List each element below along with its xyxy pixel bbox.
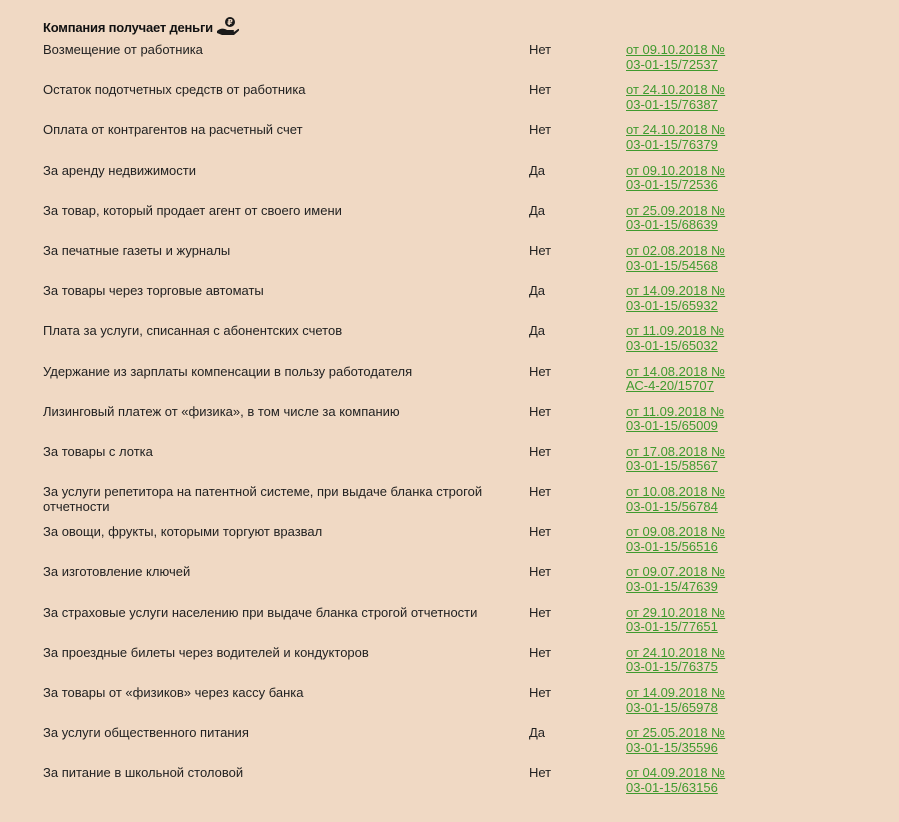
row-answer: Да (529, 202, 546, 218)
reference-line-2[interactable]: 03-01-15/72536 (626, 177, 718, 193)
row-reference (626, 83, 743, 123)
reference-line-2[interactable]: 03-01-15/35596 (626, 739, 718, 755)
row-description: За проездные билеты через водителей и кондукторов (43, 644, 369, 660)
table-row (43, 405, 743, 445)
row-reference (626, 646, 743, 686)
table-row (43, 646, 743, 686)
table-row (43, 365, 743, 405)
reference-line-2[interactable]: 03-01-15/68639 (626, 217, 718, 233)
reference-line-1[interactable]: от 11.09.2018 № (626, 323, 725, 339)
row-reference (626, 405, 743, 445)
row-reference (626, 284, 743, 324)
reference-link[interactable] (626, 646, 743, 675)
reference-line-2[interactable]: АС-4-20/15707 (626, 378, 714, 394)
table-row (43, 445, 743, 485)
table-row (43, 606, 743, 646)
content-section (43, 14, 743, 807)
table-row (43, 244, 743, 284)
section-title: Компания получает деньги (43, 20, 213, 35)
row-answer: Нет (529, 122, 552, 138)
reference-link[interactable] (626, 244, 743, 273)
row-reference (626, 324, 743, 364)
reference-line-2[interactable]: 03-01-15/72537 (626, 56, 718, 72)
reference-line-2[interactable]: 03-01-15/58567 (626, 458, 718, 474)
reference-link[interactable] (626, 365, 743, 394)
reference-link[interactable] (626, 284, 743, 313)
reference-link[interactable] (626, 43, 743, 72)
row-answer: Нет (529, 242, 552, 258)
row-answer: Нет (529, 524, 552, 540)
row-reference (626, 525, 743, 565)
reference-link[interactable] (626, 123, 743, 152)
row-description: Возмещение от работника (43, 42, 203, 57)
row-description: За питание в школьной столовой (43, 765, 244, 781)
row-description: Лизинговый платеж от «физика», в том числе за компанию (43, 403, 400, 419)
reference-line-2[interactable]: 03-01-15/77651 (626, 619, 718, 635)
reference-link[interactable] (626, 606, 743, 635)
row-reference (626, 726, 743, 766)
row-reference (626, 365, 743, 405)
row-description: Плата за услуги, списанная с абонентских счетов (43, 323, 343, 339)
reference-link[interactable] (626, 204, 743, 233)
table-row (43, 324, 743, 364)
reference-line-2[interactable]: 03-01-15/76387 (626, 96, 718, 112)
row-description: За изготовление ключей (43, 564, 191, 580)
reference-link[interactable] (626, 686, 743, 715)
table-row (43, 485, 743, 525)
reference-line-1[interactable]: от 24.10.2018 № (626, 82, 726, 98)
row-reference (626, 204, 743, 244)
reference-line-1[interactable]: от 04.09.2018 № (626, 765, 726, 781)
table-row (43, 83, 743, 123)
row-answer: Нет (529, 604, 552, 620)
row-answer: Да (529, 323, 546, 339)
row-description: За страховые услуги населению при выдаче бланка строгой отчетности (43, 604, 478, 620)
row-reference (626, 485, 743, 525)
row-reference (626, 164, 743, 204)
row-description: За аренду недвижимости (43, 162, 196, 178)
row-answer: Нет (529, 42, 552, 57)
reference-line-2[interactable]: 03-01-15/63156 (626, 779, 718, 795)
row-description: Удержание из зарплаты компенсации в пользу работодателя (43, 363, 413, 379)
row-reference (626, 565, 743, 605)
table-row (43, 43, 743, 83)
hand-coin-icon (216, 16, 239, 36)
row-answer: Нет (529, 443, 552, 459)
row-reference (626, 606, 743, 646)
reference-line-1[interactable]: от 11.09.2018 № (626, 403, 725, 419)
row-description: Оплата от контрагентов на расчетный счет (43, 122, 303, 138)
reference-line-1[interactable]: от 24.10.2018 № (626, 122, 726, 138)
row-answer: Да (529, 283, 546, 299)
reference-line-1[interactable]: от 17.08.2018 № (626, 443, 726, 459)
reference-link[interactable] (626, 766, 743, 795)
reference-line-1[interactable]: от 25.05.2018 № (626, 725, 726, 741)
reference-link[interactable] (626, 164, 743, 193)
reference-line-2[interactable]: 03-01-15/56784 (626, 498, 718, 514)
row-answer: Нет (529, 403, 552, 419)
row-answer: Да (529, 725, 546, 741)
row-reference (626, 43, 743, 83)
reference-line-2[interactable]: 03-01-15/54568 (626, 257, 718, 273)
reference-link[interactable] (626, 525, 743, 554)
row-reference (626, 445, 743, 485)
reference-line-2[interactable]: 03-01-15/76379 (626, 136, 718, 152)
table-row (43, 565, 743, 605)
table-row (43, 726, 743, 766)
reference-line-1[interactable]: от 25.09.2018 № (626, 202, 726, 218)
reference-line-2[interactable]: 03-01-15/47639 (626, 579, 718, 595)
reference-line-2[interactable]: 03-01-15/56516 (626, 538, 718, 554)
row-answer: Нет (529, 363, 552, 379)
row-answer: Да (529, 162, 546, 178)
reference-link[interactable] (626, 405, 743, 434)
reference-line-2[interactable]: 03-01-15/65932 (626, 297, 718, 313)
row-description: За овощи, фрукты, которыми торгуют вразвал (43, 524, 323, 540)
reference-line-2[interactable]: 03-01-15/65009 (626, 418, 718, 434)
reference-line-1[interactable]: от 14.09.2018 № (626, 283, 726, 299)
svg-text:₽: ₽ (227, 18, 233, 27)
reference-line-1[interactable]: от 14.09.2018 № (626, 685, 726, 700)
reference-link[interactable] (626, 83, 743, 112)
reference-link[interactable] (626, 445, 743, 474)
reference-link[interactable] (626, 565, 743, 594)
row-description: Остаток подотчетных средств от работника (43, 82, 306, 98)
table-row (43, 123, 743, 163)
table-row (43, 686, 743, 726)
row-answer: Нет (529, 484, 552, 500)
reference-line-1[interactable]: от 09.08.2018 № (626, 524, 726, 540)
reference-line-1[interactable]: от 09.10.2018 № (626, 162, 726, 178)
row-description: За товар, который продает агент от своего имени (43, 202, 342, 218)
row-description: За товары с лотка (43, 443, 153, 459)
section-header (43, 14, 743, 35)
row-description: За услуги общественного питания (43, 725, 249, 741)
row-reference (626, 686, 743, 726)
reference-line-2[interactable]: 03-01-15/65978 (626, 699, 718, 715)
reference-line-1[interactable]: от 02.08.2018 № (626, 242, 726, 258)
reference-link[interactable] (626, 324, 743, 353)
reference-line-2[interactable]: 03-01-15/65032 (626, 337, 718, 353)
reference-link[interactable] (626, 726, 743, 755)
row-answer: Нет (529, 82, 552, 98)
row-answer: Нет (529, 685, 552, 700)
payments-table (43, 43, 743, 807)
reference-line-2[interactable]: 03-01-15/76375 (626, 659, 718, 675)
table-row (43, 525, 743, 565)
reference-line-1[interactable]: от 24.10.2018 № (626, 644, 726, 660)
row-answer: Нет (529, 564, 552, 580)
row-answer: Нет (529, 644, 552, 660)
table-row (43, 204, 743, 244)
row-reference (626, 766, 743, 806)
row-description: За товары через торговые автоматы (43, 283, 264, 299)
table-row (43, 766, 743, 806)
row-description: За товары от «физиков» через кассу банка (43, 685, 304, 700)
reference-line-1[interactable]: от 10.08.2018 № (626, 484, 726, 500)
table-row (43, 164, 743, 204)
reference-line-1[interactable]: от 09.10.2018 № (626, 42, 726, 57)
row-description: За услуги репетитора на патентной системе, при выдаче бланка строгой отчетности (43, 484, 483, 514)
table-row (43, 284, 743, 324)
reference-link[interactable] (626, 485, 743, 514)
row-answer: Нет (529, 765, 552, 781)
row-reference (626, 123, 743, 163)
row-description: За печатные газеты и журналы (43, 242, 231, 258)
reference-line-1[interactable]: от 09.07.2018 № (626, 564, 726, 580)
reference-line-1[interactable]: от 29.10.2018 № (626, 604, 726, 620)
row-reference (626, 244, 743, 284)
reference-line-1[interactable]: от 14.08.2018 № (626, 363, 726, 379)
